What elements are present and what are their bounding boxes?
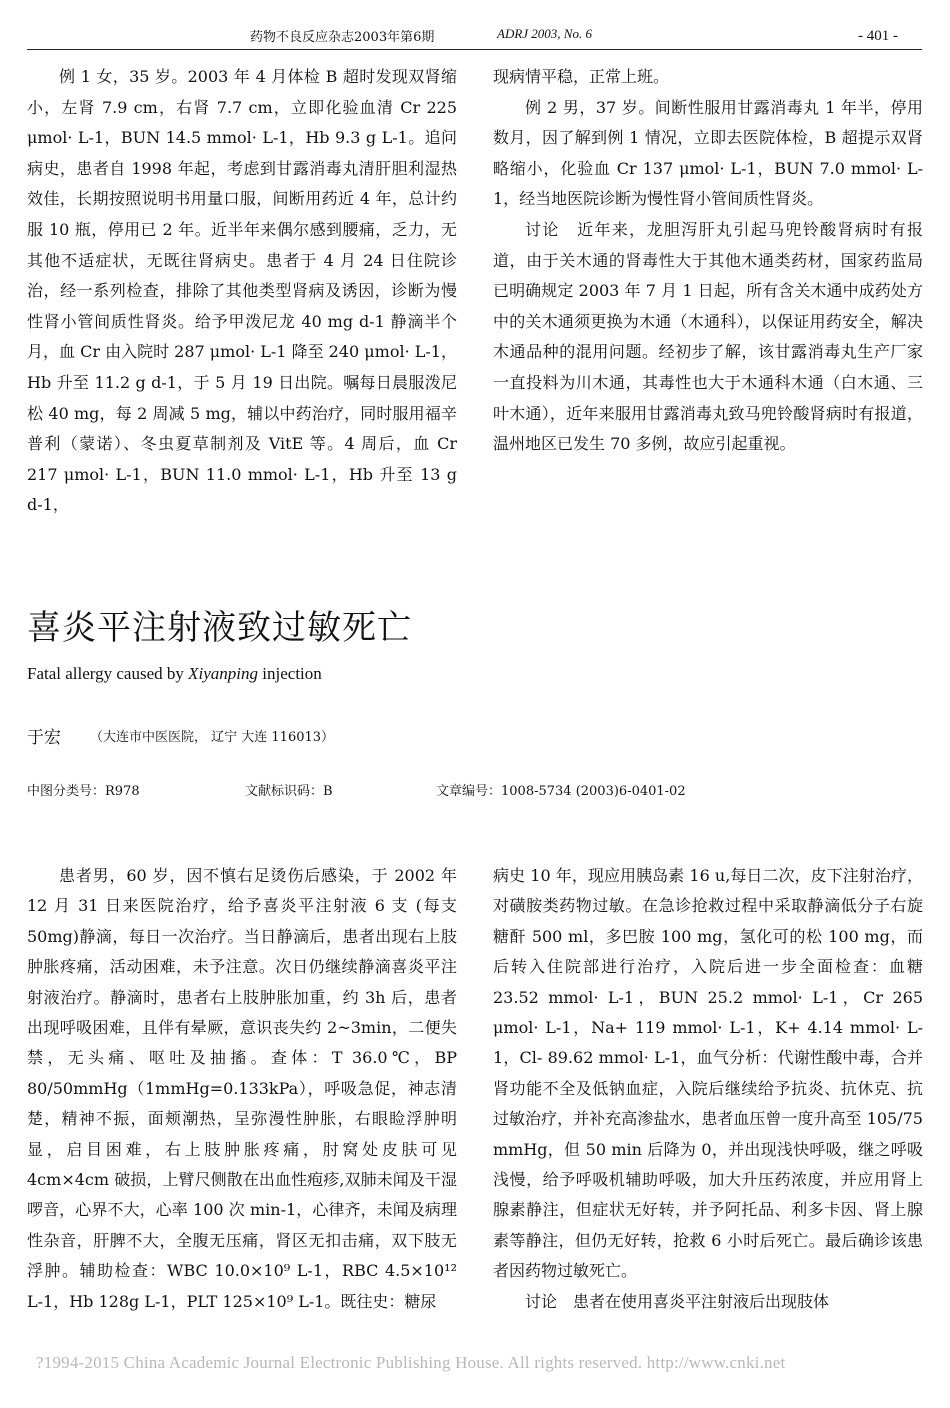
- article-left-column: [27, 861, 457, 1317]
- article-title: 喜炎平注射液致过敏死亡: [27, 608, 412, 648]
- title-en-part: injection: [258, 664, 322, 683]
- title-en-italic: Xiyanping: [188, 664, 259, 683]
- continued-right-column: [493, 62, 923, 460]
- affiliation: （大连市中医医院， 辽宁 大连 116013）: [90, 730, 335, 745]
- header-rule: [27, 49, 922, 50]
- continued-left-column: [27, 62, 457, 521]
- page-number: - 401 -: [858, 28, 898, 44]
- article-title-en: [27, 664, 322, 684]
- header-journal-cn: 药物不良反应杂志2003年第6期: [250, 30, 435, 45]
- paragraph: 讨论 近年来，龙胆泻肝丸引起马兜铃酸肾病时有报道，由于关木通的肾毒性大于其他木通类药材，国家药监局已明确规定 2003 年 7 月 1 日起，所有含关木通中成药处方中的关木通须更换为木通（木通科），以保证用药安全，解决木通品种的混用问题。经初步了解，该甘露消毒丸生产厂家一直投料为川木通，其毒性也大于木通科木通（白木通、三叶木通），近年来服用甘露消毒丸致马兜铃酸肾病时有报道，温州地区已发生 70 多例，故应引起重视。: [493, 219, 923, 454]
- paragraph: 例 2 男，37 岁。间断性服用甘露消毒丸 1 年半，停用数月，因了解到例 1 情况，立即去医院体检，B 超提示双肾略缩小，化验血 Cr 137 μmol· L-1，BUN 7.0 mmol· L-1，经当地医院诊断为慢性肾小管间质性肾炎。: [493, 97, 923, 209]
- title-en-part: Fatal allergy caused by: [27, 664, 189, 683]
- article-number: 文章编号：1008-5734 (2003)6-0401-02: [436, 784, 686, 799]
- paragraph: 例 1 女，35 岁。2003 年 4 月体检 B 超时发现双肾缩小，左肾 7.9 cm，右肾 7.7 cm，立即化验血清 Cr 225 μmol· L-1，BUN 14.5 mmol· L-1，Hb 9.3 g L-1。追问病史，患者自 1998 年起，考虑到甘露消毒丸清肝胆利湿热效佳，长期按照说明书用量口服，间断用药近 4 年，总计约服 10 瓶，停用已 2 年。近半年来偶尔感到腰痛，乏力，无其他不适症状，无既往肾病史。患者于 4 月 24 日住院诊治，经一系列检查，排除了其他类型肾病及诱因，诊断为慢性肾小管间质性肾炎。给予甲泼尼龙 40 mg d-1 静滴半个月，血 Cr 由入院时 287 μmol· L-1 降至 240 μmol· L-1，Hb 升至 11.2 g d-1，于 5 月 19 日出院。嘱每日晨服泼尼松 40 mg，每 2 周减 5 mg，辅以中药治疗，同时服用福辛普利（蒙诺）、冬虫夏草制剂及 VitE 等。4 周后，血 Cr 217 μmol· L-1，BUN 11.0 mmol· L-1，Hb 升至 13 g d-1，: [27, 67, 457, 515]
- paragraph: 患者男，60 岁，因不慎右足烫伤后感染，于 2002 年 12 月 31 日来医院治疗，给予喜炎平注射液 6 支 (每支 50mg)静滴，每日一次治疗。当日静滴后，患者出现右上肢肿胀疼痛，活动困难，未予注意。次日仍继续静滴喜炎平注射液治疗。静滴时，患者右上肢肿胀加重，约 3h 后，患者出现呼吸困难，且伴有晕厥，意识丧失约 2~3min，二便失禁，无头痛、呕吐及抽搐。查体：T 36.0℃，BP 80/50mmHg（1mmHg=0.133kPa），呼吸急促，神志清楚，精神不振，面颊潮热，呈弥漫性肿胀，右眼睑浮肿明显，启目困难，右上肢肿胀疼痛，肘窝处皮肤可见 4cm×4cm 破损，上臂尺侧散在出血性疱疹,双肺未闻及干湿啰音，心界不大，心率 100 次 min-1，心律齐，未闻及病理性杂音，肝脾不大，全腹无压痛，肾区无扣击痛，双下肢无浮肿。辅助检查：WBC 10.0×10⁹ L-1，RBC 4.5×10¹² L-1，Hb 128g L-1，PLT 125×10⁹ L-1。既往史：糖尿: [27, 866, 457, 1311]
- class-number: 中图分类号：R978: [27, 784, 140, 799]
- paragraph: 现病情平稳，正常上班。: [493, 67, 670, 86]
- author: 于宏: [27, 728, 61, 748]
- paragraph: 讨论 患者在使用喜炎平注射液后出现肢体: [525, 1291, 830, 1311]
- paragraph: 病史 10 年，现应用胰岛素 16 u,每日二次，皮下注射治疗，对磺胺类药物过敏。在急诊抢救过程中采取静滴低分子右旋糖酐 500 ml，多巴胺 100 mg，氢化可的松 100 mg，而后转入住院部进行治疗，入院后进一步全面检查：血糖 23.52 mmol· L-1，BUN 25.2 mmol· L-1，Cr 265 μmol· L-1，Na+ 119 mmol· L-1，K+ 4.14 mmol· L-1，Cl- 89.62 mmol· L-1，血气分析：代谢性酸中毒，合并肾功能不全及低钠血症，入院后继续给予抗炎、抗休克、抗过敏治疗，并补充高渗盐水，患者血压曾一度升高至 105/75 mmHg，但 50 min 后降为 0，并出现浅快呼吸，继之呼吸浅慢，给予呼吸机辅助呼吸，加大升压药浓度，并应用肾上腺素静注，但症状无好转，并予阿托品、利多卡因、肾上腺素等静注，但仍无好转，抢救 6 小时后死亡。最后确诊该患者因药物过敏死亡。: [493, 866, 923, 1281]
- article-right-column: [493, 861, 923, 1317]
- copyright-footer: ?1994-2015 China Academic Journal Electronic Publishing House. All rights reserved. http://www.cnki.net: [36, 1353, 786, 1372]
- header-journal-en: ADRJ 2003, No. 6: [497, 26, 592, 41]
- document-code: 文献标识码：B: [245, 784, 333, 799]
